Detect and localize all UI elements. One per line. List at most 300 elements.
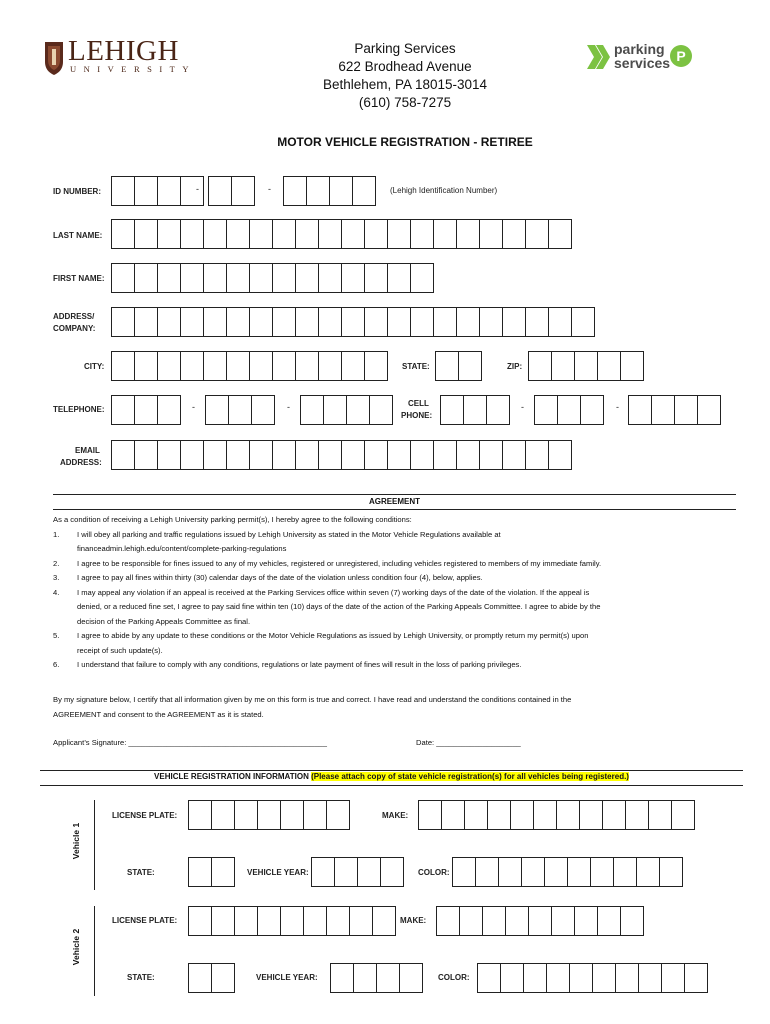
char-box[interactable] [364,307,388,337]
agreement-item-line [53,528,743,543]
char-box[interactable] [295,219,319,249]
v1-state-label: STATE: [127,868,155,877]
agreement-item-number: 4. [53,587,60,597]
char-box[interactable] [203,440,227,470]
char-box[interactable] [452,857,476,887]
char-box[interactable] [134,307,158,337]
char-box[interactable] [671,800,695,830]
char-box[interactable] [203,219,227,249]
vehicle-2-label: Vehicle 2 [71,928,81,966]
char-box[interactable] [500,963,524,993]
state-label: STATE: [402,362,430,371]
char-box[interactable] [341,307,365,337]
char-box[interactable] [525,219,549,249]
v2-color-boxes[interactable] [477,963,707,993]
char-box[interactable] [251,395,275,425]
char-box[interactable] [134,176,158,206]
char-box[interactable] [548,440,572,470]
phone-dash-2: - [287,402,290,412]
v2-plate-boxes[interactable] [188,906,395,936]
char-box[interactable] [188,906,212,936]
char-box[interactable] [272,263,296,293]
char-box[interactable] [551,351,575,381]
char-box[interactable] [410,307,434,337]
lehigh-logo [44,35,204,78]
char-box[interactable] [157,176,181,206]
date-line[interactable]: Date: ____________________ [416,738,521,747]
v1-state-boxes[interactable] [188,857,234,887]
char-box[interactable] [569,963,593,993]
char-box[interactable] [203,307,227,337]
char-box[interactable] [300,395,324,425]
char-box[interactable] [440,395,464,425]
char-box[interactable] [226,351,250,381]
char-box[interactable] [318,440,342,470]
char-box[interactable] [638,963,662,993]
cell-label-1: CELL [408,399,429,408]
v1-year-label: VEHICLE YEAR: [247,868,309,877]
char-box[interactable] [410,440,434,470]
char-box[interactable] [487,800,511,830]
char-box[interactable] [352,176,376,206]
email-boxes[interactable] [111,440,571,470]
char-box[interactable] [283,176,307,206]
vehicle-heading-row [40,772,743,781]
brand-line2: services [614,55,671,71]
v1-plate-label: LICENSE PLATE: [112,811,178,820]
phone-line[interactable] [300,395,392,425]
char-box[interactable] [357,857,381,887]
char-box[interactable] [203,263,227,293]
char-box[interactable] [613,857,637,887]
char-box[interactable] [418,800,442,830]
char-box[interactable] [306,176,330,206]
agreement-item-line [53,542,743,557]
vehicle-heading: VEHICLE REGISTRATION INFORMATION [154,772,309,781]
char-box[interactable] [341,440,365,470]
char-box[interactable] [410,263,434,293]
char-box[interactable] [157,219,181,249]
char-box[interactable] [628,395,652,425]
char-box[interactable] [303,906,327,936]
cell-label-2: PHONE: [401,411,433,420]
char-box[interactable] [364,440,388,470]
char-box[interactable] [180,440,204,470]
char-box[interactable] [458,351,482,381]
char-box[interactable] [134,351,158,381]
agreement-item-text: decision of the Parking Appeals Committee as final. [77,616,251,626]
v2-color-label: COLOR: [438,973,470,982]
char-box[interactable] [636,857,660,887]
char-box[interactable] [157,307,181,337]
city-boxes[interactable] [111,351,387,381]
char-box[interactable] [257,906,281,936]
last-name-label: LAST NAME: [53,231,103,240]
char-box[interactable] [479,307,503,337]
char-box[interactable] [272,440,296,470]
parking-services-logo [586,40,696,74]
char-box[interactable] [211,906,235,936]
char-box[interactable] [479,219,503,249]
agreement-item-number: 2. [53,558,60,568]
v1-color-label: COLOR: [418,868,450,877]
char-box[interactable] [188,963,212,993]
first-name-boxes[interactable] [111,263,433,293]
char-box[interactable] [410,219,434,249]
char-box[interactable] [399,963,423,993]
address-boxes[interactable] [111,307,594,337]
char-box[interactable] [544,857,568,887]
office-name: Parking Services [354,41,456,56]
v2-plate-label: LICENSE PLATE: [112,916,178,925]
char-box[interactable] [502,440,526,470]
char-box[interactable] [567,857,591,887]
v1-make-label: MAKE: [382,811,409,820]
char-box[interactable] [134,395,158,425]
char-box[interactable] [364,351,388,381]
char-box[interactable] [590,857,614,887]
char-box[interactable] [341,351,365,381]
first-name-label: FIRST NAME: [53,274,105,283]
agreement-item-text: receipt of such update(s). [77,645,163,655]
char-box[interactable] [280,906,304,936]
char-box[interactable] [203,351,227,381]
agreement-item-text: I agree to abide by any update to these conditions or the Motor Vehicle Regulations as issued by Lehigh University, or promptly return my permit(s) upon [77,631,589,640]
char-box[interactable] [157,263,181,293]
address-label-2: COMPANY: [53,324,96,333]
char-box[interactable] [433,307,457,337]
char-box[interactable] [211,963,235,993]
char-box[interactable] [369,395,393,425]
char-box[interactable] [534,395,558,425]
cell-prefix[interactable] [534,395,603,425]
office-phone: (610) 758-7275 [358,95,452,110]
char-box[interactable] [433,219,457,249]
id-dash-2: - [268,184,271,194]
char-box[interactable] [226,219,250,249]
char-box[interactable] [341,219,365,249]
char-box[interactable] [502,219,526,249]
char-box[interactable] [234,800,258,830]
char-box[interactable] [546,963,570,993]
agreement-item-text: I will obey all parking and traffic regulations issued by Lehigh University as stated in the Motor Vehicle Regulations available at [77,529,501,539]
char-box[interactable] [295,307,319,337]
office-street: 622 Brodhead Avenue [338,59,472,74]
agreement-item-number: 1. [53,529,60,539]
char-box[interactable] [180,351,204,381]
char-box[interactable] [486,395,510,425]
char-box[interactable] [180,263,204,293]
agreement-list [53,528,743,673]
char-box[interactable] [620,906,644,936]
char-box[interactable] [318,263,342,293]
char-box[interactable] [318,351,342,381]
char-box[interactable] [505,906,529,936]
zip-label: ZIP: [507,362,523,371]
char-box[interactable] [326,906,350,936]
char-box[interactable] [295,263,319,293]
char-box[interactable] [441,800,465,830]
char-box[interactable] [326,800,350,830]
char-box[interactable] [380,857,404,887]
signature-line[interactable]: Applicant’s Signature: _______________________________________________ [53,738,327,747]
char-box[interactable] [180,219,204,249]
char-box[interactable] [580,395,604,425]
char-box[interactable] [433,440,457,470]
cell-dash-1: - [521,402,524,412]
shield-icon [44,40,64,76]
char-box[interactable] [157,395,181,425]
telephone-label: TELEPHONE: [53,405,105,414]
char-box[interactable] [387,307,411,337]
phone-area[interactable] [111,395,180,425]
vehicle-rule [40,770,743,771]
char-box[interactable] [498,857,522,887]
char-box[interactable] [134,440,158,470]
char-box[interactable] [376,963,400,993]
char-box[interactable] [548,307,572,337]
char-box[interactable] [463,395,487,425]
char-box[interactable] [364,263,388,293]
char-box[interactable] [295,351,319,381]
char-box[interactable] [211,800,235,830]
city-label: CITY: [84,362,105,371]
zip-boxes[interactable] [528,351,643,381]
agreement-item-line [53,586,743,601]
char-box[interactable] [597,351,621,381]
char-box[interactable] [475,857,499,887]
char-box[interactable] [334,857,358,887]
char-box[interactable] [574,351,598,381]
state-boxes[interactable] [435,351,481,381]
char-box[interactable] [330,963,354,993]
char-box[interactable] [249,219,273,249]
char-box[interactable] [502,307,526,337]
v2-make-boxes[interactable] [436,906,643,936]
chevron-right-icon [586,42,612,72]
vehicle-rule-2 [40,785,743,786]
logo-main: LEHIGH [68,35,179,67]
char-box[interactable] [211,857,235,887]
char-box[interactable] [387,263,411,293]
char-box[interactable] [648,800,672,830]
v2-state-label: STATE: [127,973,155,982]
char-box[interactable] [574,906,598,936]
char-box[interactable] [157,440,181,470]
char-box[interactable] [249,307,273,337]
char-box[interactable] [134,219,158,249]
char-box[interactable] [372,906,396,936]
char-box[interactable] [548,219,572,249]
char-box[interactable] [592,963,616,993]
agreement-item-number: 6. [53,660,60,669]
brand-line1: parking [614,41,665,57]
email-label-2: ADDRESS: [60,458,102,467]
char-box[interactable] [436,906,460,936]
char-box[interactable] [387,219,411,249]
char-box[interactable] [295,440,319,470]
v1-plate-boxes[interactable] [188,800,349,830]
char-box[interactable] [111,263,135,293]
vehicle-2-divider [94,906,95,996]
char-box[interactable] [226,307,250,337]
agreement-item-line [53,644,743,659]
char-box[interactable] [521,857,545,887]
char-box[interactable] [661,963,685,993]
char-box[interactable] [525,307,549,337]
char-box[interactable] [528,351,552,381]
char-box[interactable] [456,219,480,249]
char-box[interactable] [602,800,626,830]
id-part3[interactable] [283,176,375,206]
char-box[interactable] [556,800,580,830]
char-box[interactable] [180,307,204,337]
parking-p-icon: P [670,45,692,67]
agreement-item-line [53,615,743,630]
agreement-rule-2 [53,509,736,510]
certify-line-2: AGREEMENT and consent to the AGREEMENT as it is stated. [53,709,264,719]
char-box[interactable] [208,176,232,206]
char-box[interactable] [533,800,557,830]
char-box[interactable] [303,800,327,830]
char-box[interactable] [557,395,581,425]
office-address [250,40,560,112]
char-box[interactable] [311,857,335,887]
char-box[interactable] [674,395,698,425]
agreement-item-text: I may appeal any violation if an appeal is received at the Parking Services office within seven (7) working days of the date of the violation. If the appeal is [77,587,590,597]
char-box[interactable] [353,963,377,993]
v2-year-label: VEHICLE YEAR: [256,973,318,982]
char-box[interactable] [523,963,547,993]
email-label-1: EMAIL [75,446,100,455]
char-box[interactable] [456,307,480,337]
char-box[interactable] [111,219,135,249]
id-part2[interactable] [208,176,254,206]
char-box[interactable] [272,307,296,337]
char-box[interactable] [482,906,506,936]
char-box[interactable] [280,800,304,830]
char-box[interactable] [528,906,552,936]
v1-make-boxes[interactable] [418,800,694,830]
v2-state-boxes[interactable] [188,963,234,993]
char-box[interactable] [323,395,347,425]
agreement-heading: AGREEMENT [368,497,421,506]
char-box[interactable] [226,263,250,293]
char-box[interactable] [228,395,252,425]
cell-dash-2: - [616,402,619,412]
char-box[interactable] [684,963,708,993]
char-box[interactable] [625,800,649,830]
logo-sub: UNIVERSITY [70,64,196,74]
v1-year-boxes[interactable] [311,857,403,887]
char-box[interactable] [510,800,534,830]
char-box[interactable] [435,351,459,381]
char-box[interactable] [188,857,212,887]
agreement-item-text: I understand that failure to comply with any conditions, regulations or late payment of fines will result in the loss of parking privileges. [77,660,522,669]
char-box[interactable] [111,440,135,470]
char-box[interactable] [318,219,342,249]
char-box[interactable] [341,263,365,293]
phone-prefix[interactable] [205,395,274,425]
char-box[interactable] [346,395,370,425]
char-box[interactable] [477,963,501,993]
agreement-item-number: 3. [53,573,60,582]
char-box[interactable] [111,176,135,206]
char-box[interactable] [249,440,273,470]
char-box[interactable] [272,351,296,381]
char-box[interactable] [459,906,483,936]
char-box[interactable] [456,440,480,470]
char-box[interactable] [571,307,595,337]
agreement-item-line [53,600,743,615]
id-part1[interactable] [111,176,203,206]
char-box[interactable] [620,351,644,381]
agreement-item-text: financeadmin.lehigh.edu/content/complete-parking-regulations [77,544,287,553]
page-title: MOTOR VEHICLE REGISTRATION - RETIREE [277,135,533,149]
last-name-boxes[interactable] [111,219,571,249]
agreement-item-line [53,658,743,673]
agreement-item-text: I agree to pay all fines within thirty (30) calendar days of the date of the violation unless condition four (4), below, applies. [77,573,483,582]
char-box[interactable] [134,263,158,293]
char-box[interactable] [205,395,229,425]
v2-year-boxes[interactable] [330,963,422,993]
agreement-intro: As a condition of receiving a Lehigh University parking permit(s), I hereby agree to the following conditions: [53,515,412,524]
char-box[interactable] [659,857,683,887]
char-box[interactable] [387,440,411,470]
char-box[interactable] [464,800,488,830]
char-box[interactable] [111,307,135,337]
office-city: Bethlehem, PA 18015-3014 [322,77,488,92]
char-box[interactable] [525,440,549,470]
agreement-item-text: denied, or a reduced fine set, I agree to pay said fine within ten (10) days of the date of the action of the Parking Appeals Committee. I agree to abide by the [77,602,601,611]
agreement-item-line [53,571,743,586]
char-box[interactable] [272,219,296,249]
char-box[interactable] [651,395,675,425]
char-box[interactable] [180,176,204,206]
char-box[interactable] [318,307,342,337]
char-box[interactable] [579,800,603,830]
vehicle-1-divider [94,800,95,890]
char-box[interactable] [329,176,353,206]
char-box[interactable] [157,351,181,381]
char-box[interactable] [111,395,135,425]
char-box[interactable] [111,351,135,381]
char-box[interactable] [597,906,621,936]
v1-color-boxes[interactable] [452,857,682,887]
id-number-label: ID NUMBER: [53,187,101,196]
char-box[interactable] [364,219,388,249]
char-box[interactable] [615,963,639,993]
certify-line-1: By my signature below, I certify that all information given by me on this form is true and correct. I have read and understand the conditions contained in the [53,695,572,704]
vehicle-note: (Please attach copy of state vehicle registration(s) for all vehicles being registered.) [311,772,629,781]
char-box[interactable] [249,351,273,381]
vehicle-1-label: Vehicle 1 [71,822,81,860]
agreement-item-line [53,629,743,644]
char-box[interactable] [551,906,575,936]
char-box[interactable] [231,176,255,206]
char-box[interactable] [257,800,281,830]
char-box[interactable] [249,263,273,293]
v2-make-label: MAKE: [400,916,427,925]
char-box[interactable] [234,906,258,936]
char-box[interactable] [349,906,373,936]
char-box[interactable] [479,440,503,470]
char-box[interactable] [697,395,721,425]
cell-line[interactable] [628,395,720,425]
cell-area[interactable] [440,395,509,425]
char-box[interactable] [226,440,250,470]
char-box[interactable] [188,800,212,830]
